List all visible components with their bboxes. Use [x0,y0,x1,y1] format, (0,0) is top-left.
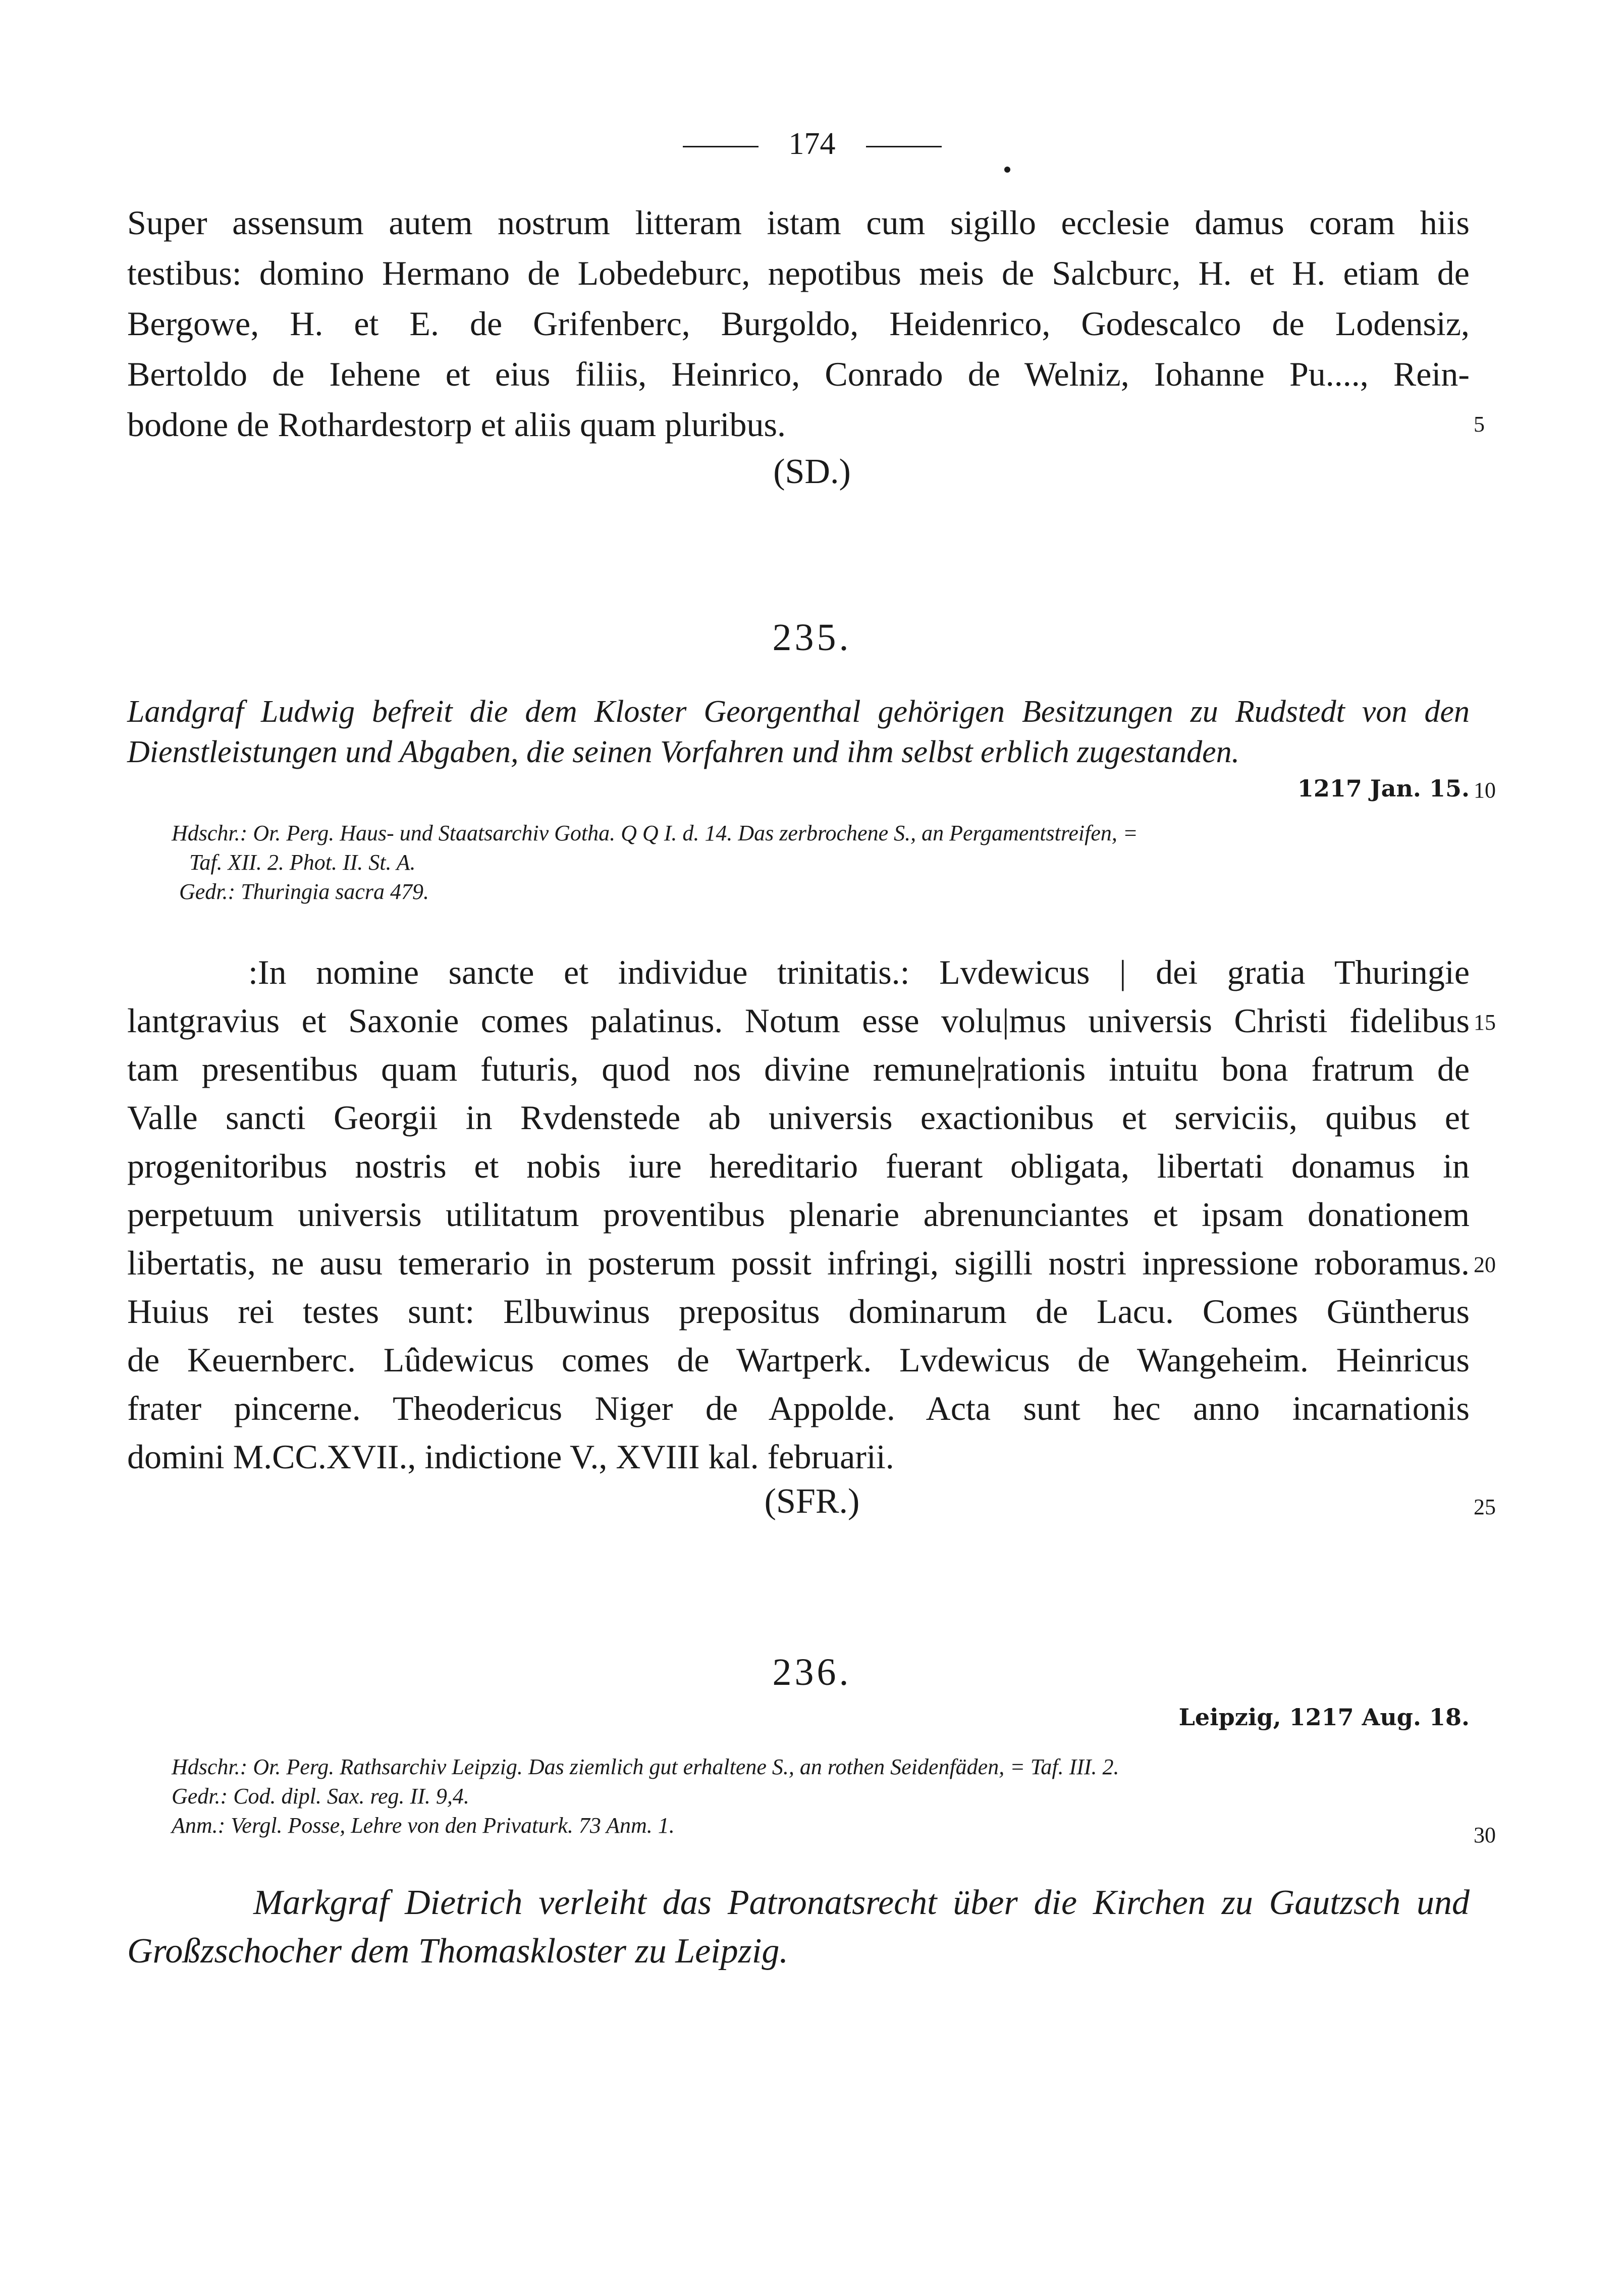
apparatus-235-printed: Gedr.: Thuringia sacra 479. [179,879,429,904]
document-number-235: 235. [772,616,852,659]
regest-236-line-2: Großzschocher dem Thomaskloster zu Leipzig. [127,1932,788,1971]
line-number-25: 25 [1474,1495,1496,1519]
header-rule-right [866,146,942,147]
place-date-236: Leipzig, 1217 Aug. 18. [1178,1704,1470,1731]
line-number-20: 20 [1474,1252,1496,1277]
header-rule-left [683,146,759,147]
apparatus-235-manuscript: Hdschr.: Or. Perg. Haus- und Staatsarchiv Gotha. Q Q I. d. 14. Das zerbrochene S., an Pergamentstreifen, = [172,821,1138,845]
text-235-line-11: domini M.CC.XVII., indictione V., XVIII kal. februarii. [127,1438,894,1476]
line-number-5: 5 [1474,412,1485,437]
text-235-line-2: lantgravius et Saxonie comes palatinus. Notum esse volu|mus universis Christi fidelibus [127,1001,1470,1040]
text-235-line-6: perpetuum universis utilitatum proventibus plenarie abrenunciantes et ipsam donationem [127,1195,1470,1234]
apparatus-236-printed: Gedr.: Cod. dipl. Sax. reg. II. 9,4. [172,1784,469,1809]
text-235-line-4: Valle sancti Georgii in Rvdenstede ab universis exactionibus et serviciis, quibus et [127,1098,1470,1137]
regest-235-line-1: Landgraf Ludwig befreit die dem Kloster Georgenthal gehörigen Besitzungen zu Rudstedt von den [127,695,1470,729]
text-235-line-8: Huius rei testes sunt: Elbuwinus prepositus dominarum de Lacu. Comes Güntherus [127,1292,1470,1331]
text-235-line-1: :In nomine sancte et individue trinitatis.: Lvdewicus | dei gratia Thuringie [248,953,1470,991]
print-speck [1004,167,1010,173]
text-235-line-9: de Keuernberc. Lûdewicus comes de Wartperk. Lvdewicus de Wangeheim. Heinricus [127,1341,1470,1379]
seal-marker-sd: (SD.) [773,452,851,491]
preceding-line-5: bodone de Rothardestorp et aliis quam pluribus. [127,405,786,444]
preceding-line-1: Super assensum autem nostrum litteram istam cum sigillo ecclesie damus coram hiis [127,203,1470,242]
document-number-236: 236. [772,1651,852,1693]
regest-235-line-2: Dienstleistungen und Abgaben, die seinen Vorfahren und ihm selbst erblich zugestanden. [127,735,1240,769]
line-number-15: 15 [1474,1010,1496,1035]
date-235: 1217 Jan. 15. [1297,775,1470,802]
regest-236-line-1: Markgraf Dietrich verleiht das Patronatsrecht über die Kirchen zu Gautzsch und [253,1883,1470,1922]
preceding-line-2: testibus: domino Hermano de Lobedeburc, nepotibus meis de Salcburc, H. et H. etiam de [127,254,1470,292]
line-number-10: 10 [1474,778,1496,803]
text-235-line-5: progenitoribus nostris et nobis iure hereditario fuerant obligata, libertati donamus in [127,1147,1470,1185]
apparatus-235-plate: Taf. XII. 2. Phot. II. St. A. [189,850,416,875]
preceding-line-3: Bergowe, H. et E. de Grifenberc, Burgoldo, Heidenrico, Godescalco de Lodensiz, [127,304,1470,343]
apparatus-236-note: Anm.: Vergl. Posse, Lehre von den Privaturk. 73 Anm. 1. [172,1813,675,1838]
page-header [0,126,1624,162]
seal-marker-sfr: (SFR.) [764,1482,860,1521]
text-235-line-3: tam presentibus quam futuris, quod nos divine remune|rationis intuitu bona fratrum de [127,1050,1470,1088]
text-235-line-10: frater pincerne. Theodericus Niger de Appolde. Acta sunt hec anno incarnationis [127,1389,1470,1427]
page-number: 174 [788,127,836,161]
line-number-30: 30 [1474,1823,1496,1847]
text-235-line-7: libertatis, ne ausu temerario in posterum possit infringi, sigilli nostri inpressione roboramus. [127,1244,1470,1282]
apparatus-236-manuscript: Hdschr.: Or. Perg. Rathsarchiv Leipzig. Das ziemlich gut erhaltene S., an rothen Seidenfäden, = Taf. III. 2. [172,1755,1119,1779]
preceding-line-4: Bertoldo de Iehene et eius filiis, Heinrico, Conrado de Welniz, Iohanne Pu...., Rein- [127,355,1470,393]
